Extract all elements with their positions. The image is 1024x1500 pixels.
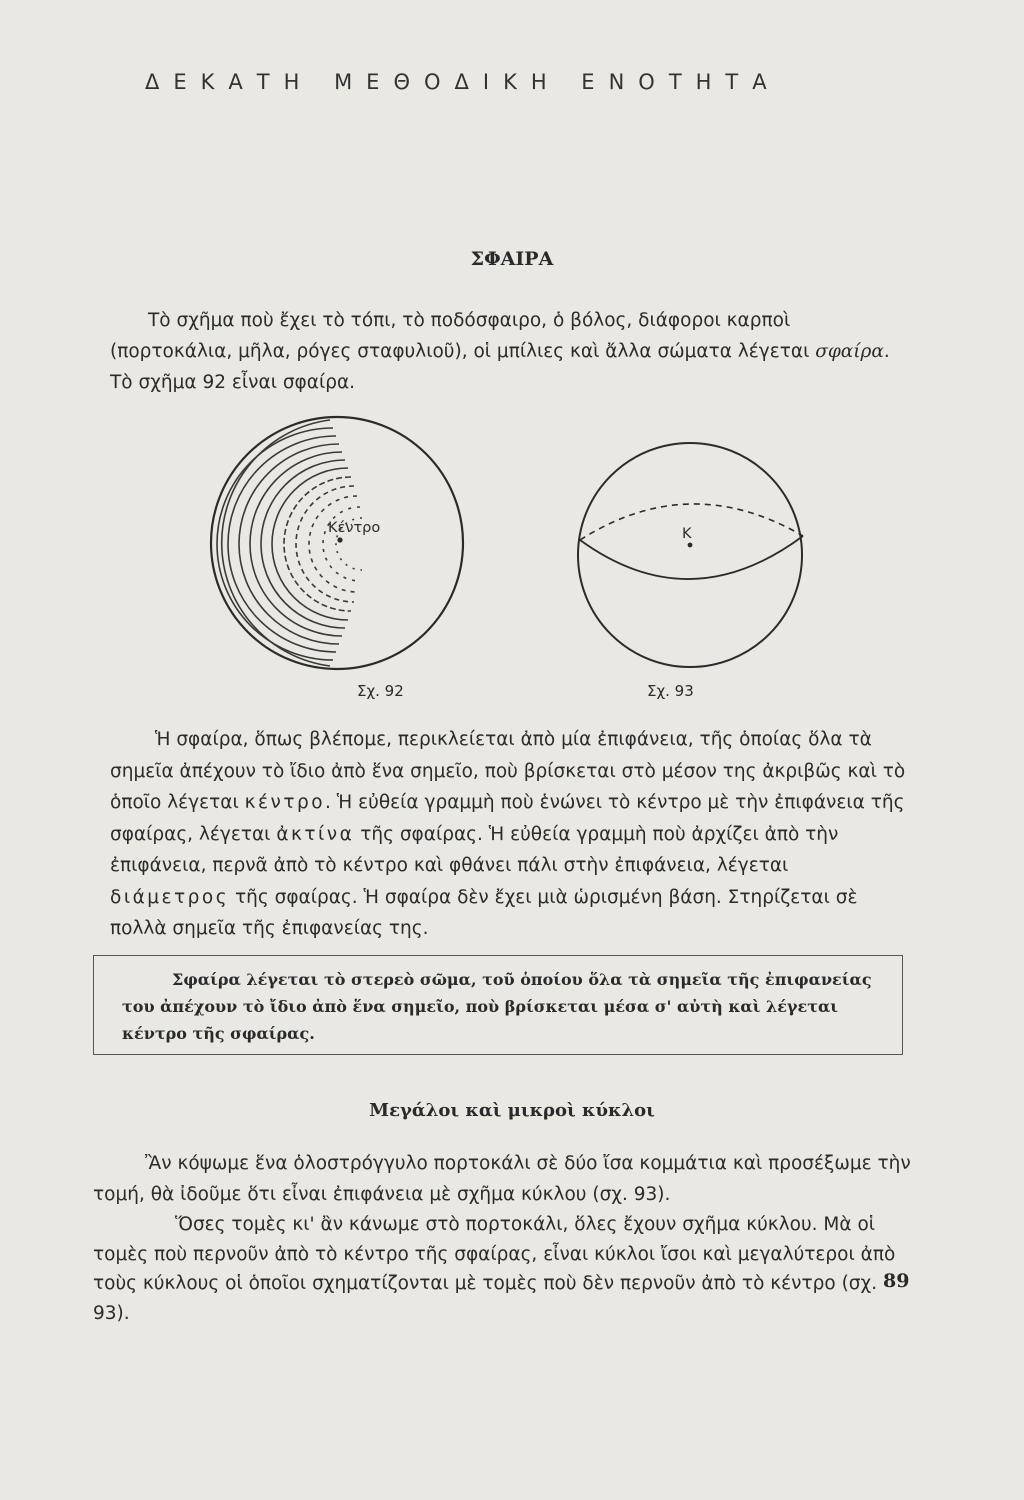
definition-box: Σφαίρα λέγεται τὸ στερεὸ σῶμα, τοῦ ὁποίου ὅλα τὰ σημεῖα τῆς ἐπιφανείας του ἀπέχουν τὸ ἴδιο ἀπὸ ἕνα σημεῖο, ποὺ βρίσκεται μέσα σ' αὐτὴ καὶ λέγεται κέντρο τῆς σφαίρας. <box>93 955 903 1055</box>
circles-paragraph-1: Ἂν κόψωμε ἕνα ὁλοστρόγγυλο πορτοκάλι σὲ δύο ἴσα κομμάτια καὶ προσέξωμε τὴν τομή, θὰ ἰδοῦμε ὅτι εἶναι ἐπιφάνεια μὲ σχῆμα κύκλου (σχ. 93). <box>93 1153 911 1205</box>
circles-paragraph-2: Ὅσες τομὲς κι' ἂν κάνωμε στὸ πορτοκάλι, ὅλες ἔχουν σχῆμα κύκλου. Μὰ οἱ τομὲς ποὺ περνοῦν ἀπὸ τὸ κέντρο τῆς σφαίρας, εἶναι κύκλοι ἴσοι καὶ μεγαλύτεροι ἀπὸ τοὺς κύκλους οἱ ὁποῖοι σχηματίζονται μὲ τομὲς ποὺ δὲν περνοῦν ἀπὸ τὸ κέντρο (σχ. 93). <box>93 1214 896 1324</box>
subheading: Μεγάλοι καὶ μικροὶ κύκλοι <box>369 1100 655 1121</box>
section-title: ΣΦΑΙΡΑ <box>470 248 554 270</box>
sphere-outline-92 <box>211 417 463 669</box>
great-circle-front <box>580 536 803 579</box>
sphere-shading <box>217 420 362 666</box>
center-point-93 <box>688 543 693 548</box>
page-number: 89 <box>883 1270 910 1292</box>
term-diameter: διάμετρος <box>110 886 230 908</box>
figure-93 <box>578 443 803 700</box>
figure-92 <box>211 417 463 700</box>
center-label-92: Κέντρο <box>328 520 381 536</box>
sphere-figures <box>0 0 1024 720</box>
intro-text-a: Τὸ σχῆμα ποὺ ἔχει τὸ τόπι, τὸ ποδόσφαιρο, ὁ βόλος, διάφοροι καρποὶ (πορτοκάλια, μῆλα, ρόγες σταφυλιοῦ), οἱ μπίλιες καὶ ἄλλα σώματα λέγεται <box>110 310 816 362</box>
description-t1: Ἡ σφαίρα, ὅπως βλέπομε, περικλείεται ἀπὸ μία ἐπιφάνεια, τῆς ὁποίας ὅλα τὰ σημεῖα ἀπέχουν τὸ ἴδιο ἀπὸ ἕνα σημεῖο, ποὺ βρίσκεται στὸ μέσον της ἀκριβῶς καὶ τὸ ὁποῖο λέγεται <box>110 729 906 813</box>
center-label-93: Κ <box>682 526 692 542</box>
term-center: κέντρο <box>244 792 326 813</box>
description-t4: τῆς σφαίρας. Ἡ σφαίρα δὲν ἔχει μιὰ ὡρισμένη βάση. Στηρίζεται σὲ πολλὰ σημεῖα τῆς ἐπιφανείας της. <box>110 886 858 939</box>
description-t2: . Ἡ εὐθεία γραμμὴ ποὺ ἑνώνει τὸ κέντρο μὲ τὴν ἐπιφάνεια τῆς σφαίρας, λέγεται <box>110 792 905 845</box>
intro-text-b: . Τὸ σχῆμα 92 εἶναι σφαίρα. <box>110 341 890 393</box>
description-paragraph <box>110 724 910 945</box>
center-point-92 <box>337 537 342 542</box>
caption-92: Σχ. 92 <box>357 682 404 700</box>
description-t3: τῆς σφαίρας. Ἡ εὐθεία γραμμὴ ποὺ ἀρχίζει ἀπὸ τὴν ἐπιφάνεια, περνᾶ ἀπὸ τὸ κέντρο καὶ φθάνει πάλι στὴν ἐπιφάνεια, λέγεται <box>110 823 839 876</box>
unit-title: ΔΕΚΑΤΗ ΜΕΘΟΔΙΚΗ ΕΝΟΤΗΤΑ <box>145 70 781 94</box>
sphere-outline-93 <box>578 443 802 667</box>
term-radius: ἀκτίνα <box>276 823 355 845</box>
term-sphere: σφαίρα <box>815 341 884 362</box>
caption-93: Σχ. 93 <box>647 682 694 700</box>
